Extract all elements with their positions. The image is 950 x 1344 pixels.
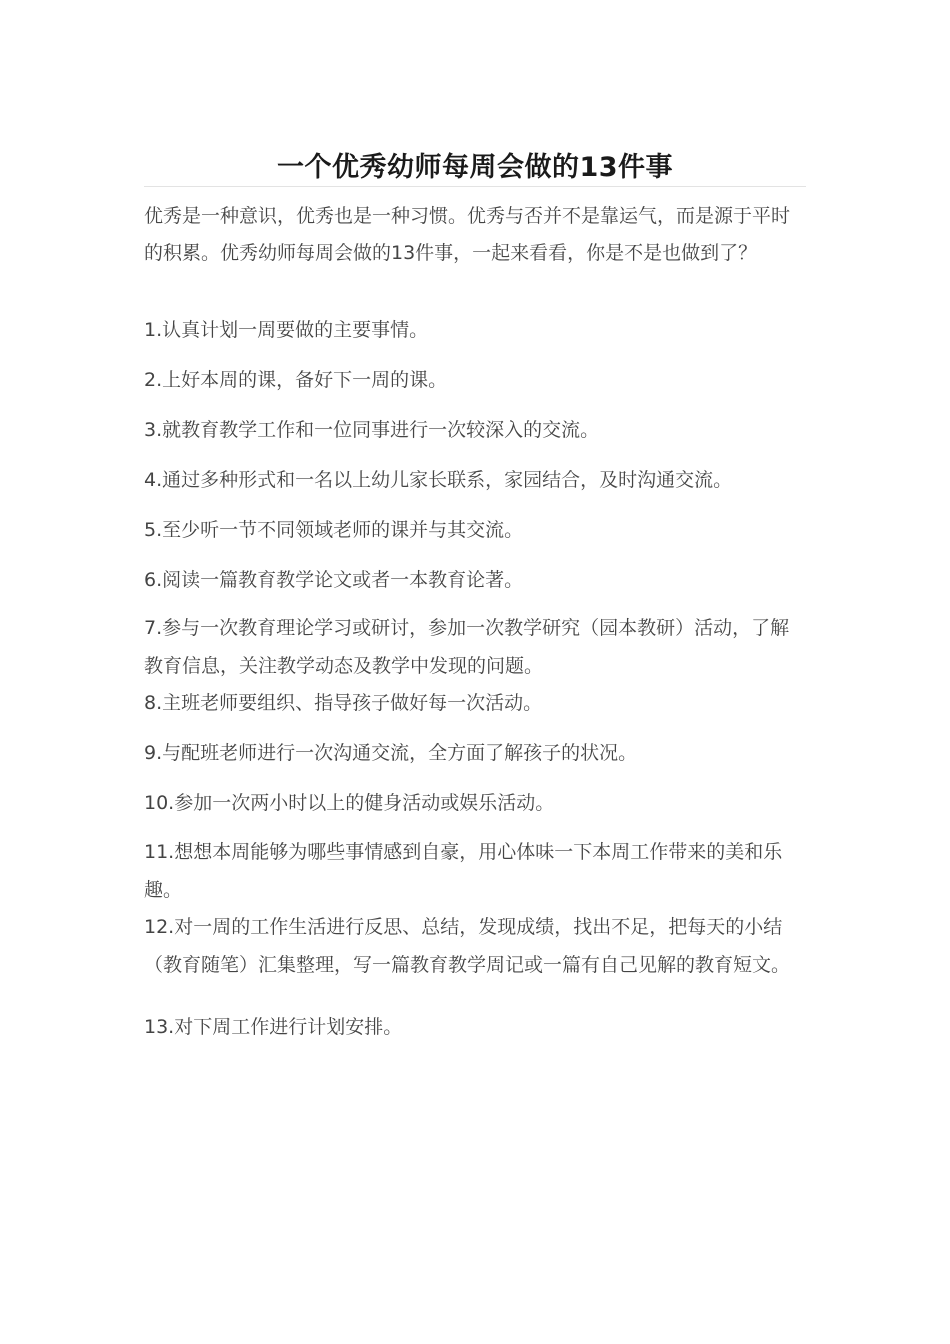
- list-item-3: 3.就教育教学工作和一位同事进行一次较深入的交流。: [144, 419, 600, 441]
- list-item-7: 7.参与一次教育理论学习或研讨，参加一次教学研究（园本教研）活动，了解教育信息，关注教学动态及教学中发现的问题。: [144, 617, 790, 677]
- title-divider: [144, 186, 806, 187]
- list-item-13: 13.对下周工作进行计划安排。: [144, 1016, 403, 1038]
- list-item-10: 10.参加一次两小时以上的健身活动或娱乐活动。: [144, 792, 555, 814]
- list-item-11: 11.想想本周能够为哪些事情感到自豪，用心体味一下本周工作带来的美和乐趣。: [144, 841, 783, 901]
- list-item-2: 2.上好本周的课，备好下一周的课。: [144, 369, 448, 391]
- list-item-9: 9.与配班老师进行一次沟通交流，全方面了解孩子的状况。: [144, 742, 638, 764]
- intro-paragraph: 优秀是一种意识，优秀也是一种习惯。优秀与否并不是靠运气，而是源于平时的积累。优秀幼师每周会做的13件事，一起来看看，你是不是也做到了？: [144, 205, 791, 264]
- list-item-12: 12.对一周的工作生活进行反思、总结，发现成绩，找出不足，把每天的小结（教育随笔）汇集整理，写一篇教育教学周记或一篇有自己见解的教育短文。: [144, 916, 791, 976]
- list-item-5: 5.至少听一节不同领域老师的课并与其交流。: [144, 519, 524, 541]
- list-item-1: 1.认真计划一周要做的主要事情。: [144, 319, 429, 341]
- page-title: 一个优秀幼师每周会做的13件事: [276, 152, 674, 184]
- list-item-8: 8.主班老师要组织、指导孩子做好每一次活动。: [144, 692, 543, 714]
- list-item-6: 6.阅读一篇教育教学论文或者一本教育论著。: [144, 569, 524, 591]
- list-item-4: 4.通过多种形式和一名以上幼儿家长联系，家园结合，及时沟通交流。: [144, 469, 733, 491]
